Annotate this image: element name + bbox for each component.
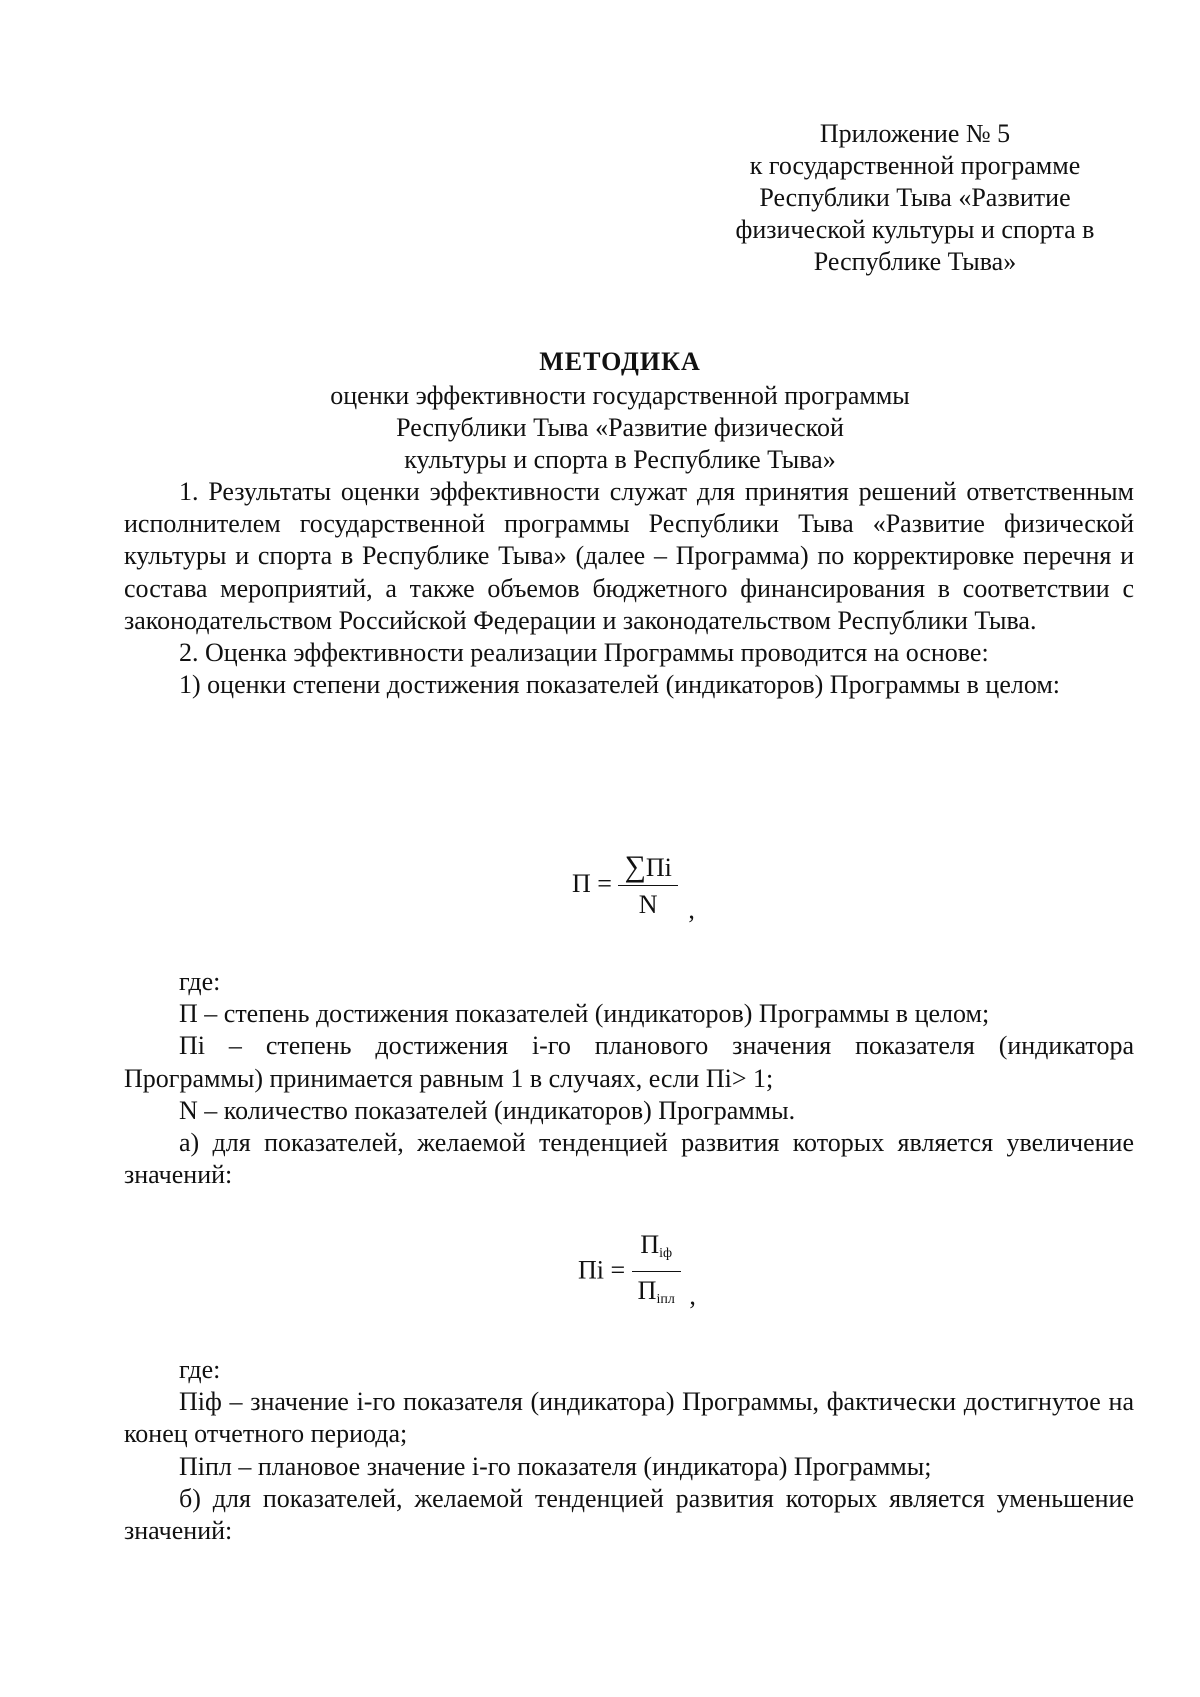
formula-denominator: N: [638, 890, 658, 919]
denominator-subscript: iпл: [656, 1292, 675, 1307]
numerator-base: П: [640, 1230, 660, 1259]
numerator-text: Пi: [645, 853, 672, 882]
title-line: Республики Тыва «Развитие физической: [396, 413, 844, 442]
formula-comma: ,: [689, 1281, 696, 1311]
appendix-line: к государственной программе: [749, 151, 1081, 180]
appendix-line: Республике Тыва»: [813, 247, 1017, 276]
definition-pif: Пiф – значение i-го показателя (индикатора) Программы, фактически достигнутое на конец отчетного периода;: [124, 1387, 1134, 1449]
appendix-line: физической культуры и спорта в: [735, 215, 1095, 244]
formula-fraction: [632, 1230, 681, 1315]
title-line: оценки эффективности государственной программы: [330, 381, 910, 410]
body-section-1: [124, 476, 1134, 701]
title-main: МЕТОДИКА: [539, 347, 701, 376]
formula-fraction: [618, 852, 677, 920]
formula-lhs: П =: [572, 868, 612, 898]
body-section-3: [124, 1354, 1134, 1547]
item-a: а) для показателей, желаемой тенденцией развития которых является увеличение значений:: [124, 1128, 1134, 1190]
definition-p: П – степень достижения показателей (индикаторов) Программы в целом;: [179, 999, 990, 1029]
formula-numerator: [632, 1230, 681, 1272]
formula-pi: [578, 1230, 696, 1315]
where-label: где:: [179, 1355, 221, 1384]
appendix-line: Республики Тыва «Развитие: [759, 183, 1071, 212]
item-b: б) для показателей, желаемой тенденцией развития которых является уменьшение значений:: [124, 1483, 1134, 1546]
document-title: [160, 346, 1080, 476]
where-label: где:: [179, 967, 221, 996]
formula-denominator: [632, 1272, 681, 1315]
title-line: культуры и спорта в Республике Тыва»: [404, 445, 836, 474]
sigma-symbol: ∑: [624, 850, 646, 883]
definition-pipl: Пiпл – плановое значение i-го показателя (индикатора) Программы;: [179, 1451, 932, 1481]
definition-n: N – количество показателей (индикаторов) Программы.: [179, 1095, 796, 1125]
appendix-header: [690, 118, 1140, 278]
formula-comma: ,: [688, 894, 695, 924]
formula-numerator: [618, 852, 677, 886]
body-section-2: [124, 966, 1134, 1191]
paragraph-1: 1. Результаты оценки эффективности служат для принятия решений ответственным исполнителем государственной программы Республики Тыва «Развитие физической культуры и спорта в Республике Тыва» (далее – Программа) по корректировке перечня и состава мероприятий, а также объемов бюджетного финансирования в соответствии с законодательством Российской Федерации и законодательством Республики Тыва.: [124, 477, 1134, 635]
definition-pi: Пi – степень достижения i-го планового значения показателя (индикатора Программы) принимается равным 1 в случаях, если Пi> 1;: [124, 1031, 1134, 1093]
appendix-line: Приложение № 5: [819, 119, 1011, 148]
numerator-subscript: iф: [659, 1246, 673, 1261]
formula-lhs: Пi =: [578, 1255, 626, 1285]
formula-total: [572, 852, 695, 925]
denominator-base: П: [637, 1276, 657, 1305]
paragraph-2: 2. Оценка эффективности реализации Программы проводится на основе:: [179, 638, 989, 668]
paragraph-3: 1) оценки степени достижения показателей (индикаторов) Программы в целом:: [179, 670, 1061, 700]
